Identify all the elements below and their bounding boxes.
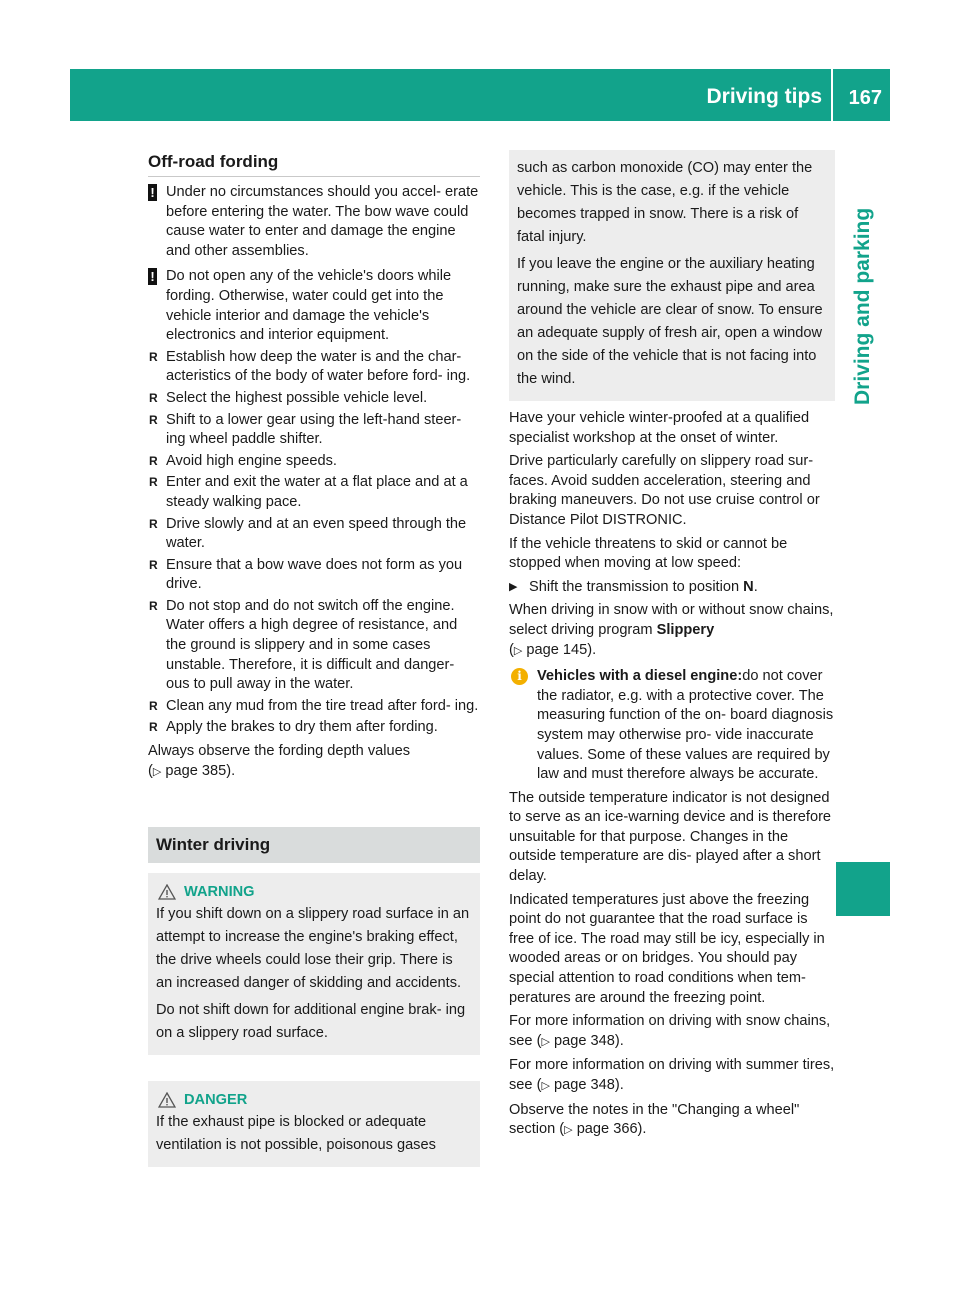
info-icon: i [511,668,528,685]
offroad-fording-title: Off-road fording [148,150,480,177]
list-item: R Apply the brakes to dry them after fording. [148,718,480,738]
danger-text: If the exhaust pipe is blocked or adequate ventilation is not possible, poisonous gases [156,1114,436,1154]
danger-triangle-icon [158,1092,176,1108]
page-ref-link[interactable]: page 366). [576,1121,647,1138]
paragraph: Drive particularly carefully on slippery road sur- faces. Avoid sudden acceleration, steering and braking maneuvers. Do not use cruise control or Distance Pilot DISTRONIC. [509,453,820,528]
exclamation-icon: ! [148,268,157,285]
page-ref-link[interactable]: page 145). [526,641,597,658]
fording-depth-note: Always observe the fording depth values (▷ page 385). [148,743,411,779]
list-item: R Establish how deep the water is and the char- acteristics of the body of water before ford- ing. [149,348,471,385]
info-note: i Vehicles with a diesel engine:do not cover the radiator, e.g. with a protective cover. The measuring function of the on- board diagnosis system may otherwise pro- vide inaccurate values. Some of these values are required by law and must therefore always be accurate. [509,667,835,785]
danger-text: such as carbon monoxide (CO) may enter the vehicle. This is the case, e.g. if the vehicle becomes trapped in snow. There is a risk of fatal injury. [517,160,813,245]
danger-text: If you leave the engine or the auxiliary heating running, make sure the exhaust pipe and area around the vehicle are clear of snow. To ensure an adequate supply of fresh air, open a window on the side of the vehicle that is not facing into the wind. [517,256,823,387]
page-ref-arrow-icon: ▷ [541,1035,550,1048]
list-item: R Do not stop and do not switch off the engine. Water offers a high degree of resistance, and the ground is slippery and in some cases unstable. Therefore, it is difficult and danger- ous to pull away in the water. [149,597,458,693]
bullet-icon: R [149,390,158,405]
warning-title: WARNING [156,881,472,903]
list-item: R Ensure that a bow wave does not form as you drive. [149,556,463,593]
page-ref-link[interactable]: page 348). [553,1077,624,1093]
paragraph: Observe the notes in the "Changing a wheel" section (▷ page 366). [509,1101,800,1138]
danger-title: DANGER [156,1089,472,1111]
paragraph: The outside temperature indicator is not designed to serve as an ice-warning device and is therefore unsuitable for that purpose. Changes in the outside temperature are dis- played after a short delay. [509,789,832,885]
warning-box [148,873,480,1055]
warning-text: If you shift down on a slippery road surface in an attempt to increase the engine's braking effect, the drive wheels could lose their grip. There is an increased danger of skidding and accidents. [156,906,470,992]
page-ref-link[interactable]: page 348). [553,1032,624,1049]
bullet-icon: R [149,412,158,427]
bullet-icon: R [149,720,158,735]
bullet-icon: R [149,453,158,468]
exclamation-icon: ! [148,184,157,201]
list-item: R Drive slowly and at an even speed through the water. [149,515,467,552]
bullet-icon: R [149,698,158,713]
paragraph: For more information on driving with snow chains, see (▷ page 348). [509,1013,831,1049]
bullet-icon: R [149,557,158,572]
danger-box [148,1081,480,1167]
action-step: ▶ Shift the transmission to position N. [509,578,835,598]
page-ref-arrow-icon: ▷ [541,1080,550,1092]
paragraph: When driving in snow with or without snow chains, select driving program Slippery (▷ page 145). [509,602,834,658]
page-ref-link[interactable]: page 385). [165,762,236,779]
action-arrow-icon: ▶ [509,580,518,593]
right-column [509,150,835,1141]
page-ref-arrow-icon: ▷ [152,765,162,778]
list-item: R Select the highest possible vehicle level. [148,389,480,409]
bullet-icon: R [149,349,158,364]
list-item: R Clean any mud from the tire tread after ford- ing. [148,697,480,717]
list-item: R Shift to a lower gear using the left-hand steer- ing wheel paddle shifter. [149,411,462,448]
danger-box-continued [509,150,835,401]
paragraph: For more information on driving with summer tires, see (▷ page 348). [509,1057,835,1093]
page-header [70,69,890,121]
winter-driving-title: Winter driving [148,827,480,863]
notice: ! Under no circumstances should you accel- erate before entering the water. The bow wave could cause water to enter and damage the engine and other assemblies. [148,183,480,261]
header-section-title: Driving tips [706,85,822,108]
bullet-icon: R [149,516,158,531]
left-column [148,150,480,1167]
paragraph: Indicated temperatures just above the freezing point do not guarantee that the road surface is free of ice. The road may still be icy, especially in wooded areas or on bridges. You should pay special attention to road conditions when tem- peratures are around the freezing point. [509,891,825,1006]
page-ref-arrow-icon: ▷ [564,1124,573,1137]
page-ref-arrow-icon: ▷ [513,644,523,657]
header-divider [831,69,833,121]
bullet-icon: R [149,598,158,613]
side-tab-marker [836,862,890,916]
list-item: R Enter and exit the water at a flat place and at a steady walking pace. [149,474,468,510]
notice: ! Do not open any of the vehicle's doors while fording. Otherwise, water could get into the vehicle interior and damage the vehicle's electronics and interior equipment. [148,267,480,345]
paragraph: If the vehicle threatens to skid or cannot be stopped when moving at low speed: [509,535,788,572]
bullet-icon: R [149,475,158,490]
list-item: R Avoid high engine speeds. [148,452,480,472]
paragraph: Have your vehicle winter-proofed at a qualified specialist workshop at the onset of winter. [509,410,810,446]
page-number: 167 [848,87,882,109]
warning-text: Do not shift down for additional engine brak- ing on a slippery road surface. [156,1002,466,1042]
warning-triangle-icon [158,884,176,900]
